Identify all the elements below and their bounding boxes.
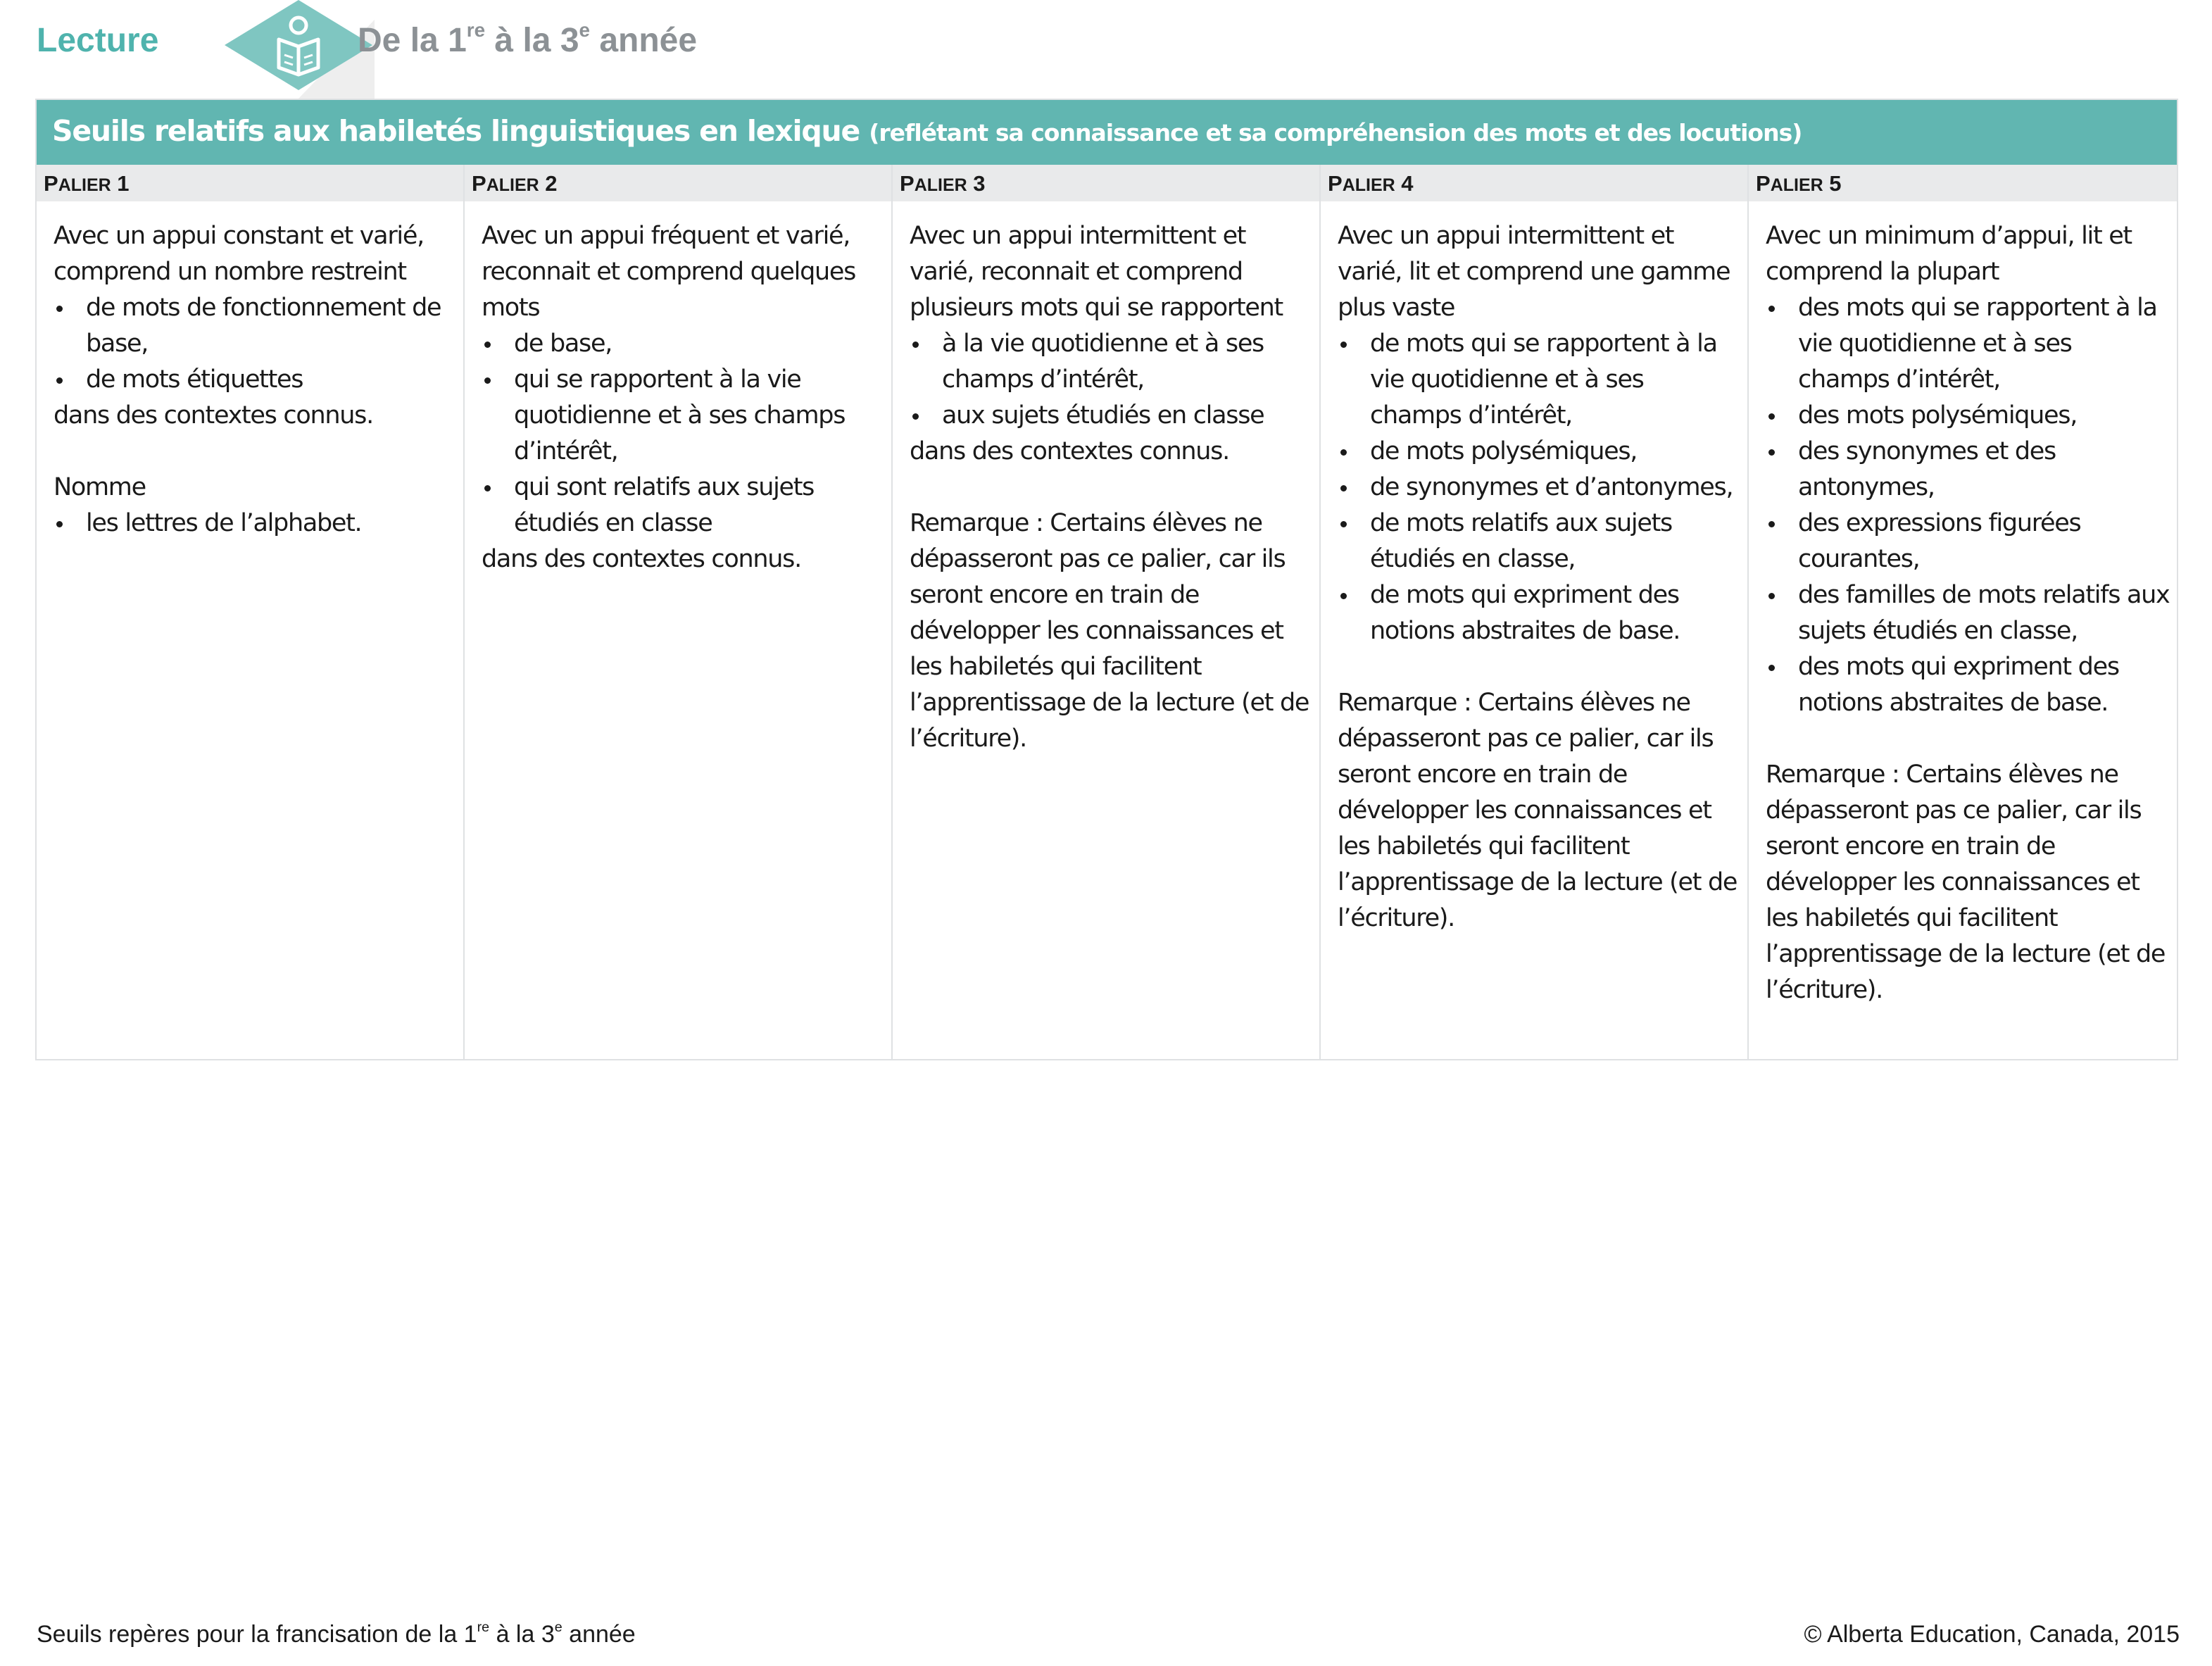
level-column: [1321, 165, 1749, 1059]
level-heading: PALIER 4: [1321, 165, 1747, 201]
paragraph: dans des contextes connus.: [910, 437, 1229, 465]
list-item: des expressions figurées courantes,: [1766, 506, 2170, 577]
level-column: [893, 165, 1321, 1059]
spacer: [910, 470, 1312, 506]
subject-label: Lecture: [37, 22, 159, 59]
level-description: [1749, 201, 2177, 1059]
table-title: Seuils relatifs aux habiletés linguistiques en lexique (reflétant sa connaissance et sa compréhension des mots et des locutions): [37, 100, 2177, 165]
footer-title: Seuils repères pour la francisation de la 1re à la 3e année: [37, 1620, 636, 1648]
level-column: [37, 165, 465, 1059]
level-heading: PALIER 5: [1749, 165, 2177, 201]
list-item: de mots qui expriment des notions abstraites de base.: [1338, 577, 1740, 649]
spacer: [1338, 649, 1740, 685]
list-item: de base,: [482, 326, 884, 362]
bullet-list: [482, 326, 884, 541]
list-item: de mots relatifs aux sujets étudiés en classe,: [1338, 506, 1740, 577]
level-description: [37, 201, 463, 1059]
list-item: des mots polysémiques,: [1766, 398, 2170, 434]
bullet-list: [54, 290, 456, 398]
list-item: des familles de mots relatifs aux sujets étudiés en classe,: [1766, 577, 2170, 649]
level-heading: PALIER 3: [893, 165, 1319, 201]
list-item: de mots de fonctionnement de base,: [54, 290, 456, 362]
book-reader-icon: [186, 0, 376, 99]
grade-range: De la 1re à la 3e année: [358, 19, 698, 59]
level-heading: PALIER 1: [37, 165, 463, 201]
level-description: [893, 201, 1319, 1059]
level-column: [465, 165, 893, 1059]
paragraph: dans des contextes connus.: [482, 545, 801, 573]
paragraph: dans des contextes connus.: [54, 401, 373, 430]
bullet-list: [1766, 290, 2170, 721]
list-item: qui se rapportent à la vie quotidienne et à ses champs d’intérêt,: [482, 362, 884, 470]
list-item: de synonymes et d’antonymes,: [1338, 470, 1740, 506]
list-item: des mots qui se rapportent à la vie quotidienne et à ses champs d’intérêt,: [1766, 290, 2170, 398]
paragraph: Avec un appui constant et varié, comprend un nombre restreint: [54, 222, 424, 286]
copyright: © Alberta Education, Canada, 2015: [1804, 1621, 2180, 1648]
list-item: à la vie quotidienne et à ses champs d’intérêt,: [910, 326, 1312, 398]
list-item: qui sont relatifs aux sujets étudiés en classe: [482, 470, 884, 541]
level-columns: [37, 165, 2177, 1059]
spacer: [54, 434, 456, 470]
list-item: des mots qui expriment des notions abstraites de base.: [1766, 649, 2170, 721]
paragraph: Remarque : Certains élèves ne dépasseront pas ce palier, car ils seront encore en train de développer les connaissances et les habiletés qui facilitent l’apprentissage de la lecture (et de l’écriture).: [910, 509, 1309, 753]
paragraph: Avec un appui intermittent et varié, reconnait et comprend plusieurs mots qui se rapportent: [910, 222, 1283, 322]
bullet-list: [1338, 326, 1740, 649]
page-header: [37, 0, 2177, 92]
table-subtitle: (reflétant sa connaissance et sa compréhension des mots et des locutions): [869, 119, 1802, 146]
list-item: de mots étiquettes: [54, 362, 456, 398]
paragraph: Remarque : Certains élèves ne dépasseront pas ce palier, car ils seront encore en train de développer les connaissances et les habiletés qui facilitent l’apprentissage de la lecture (et de l’écriture).: [1338, 689, 1737, 932]
paragraph: Avec un appui intermittent et varié, lit et comprend une gamme plus vaste: [1338, 222, 1730, 322]
list-item: les lettres de l’alphabet.: [54, 506, 456, 541]
level-description: [1321, 201, 1747, 1059]
level-column: [1749, 165, 2177, 1059]
spacer: [1766, 721, 2170, 757]
level-description: [465, 201, 891, 1059]
list-item: des synonymes et des antonymes,: [1766, 434, 2170, 506]
thresholds-table: [35, 99, 2178, 1060]
list-item: aux sujets étudiés en classe: [910, 398, 1312, 434]
paragraph: Avec un appui fréquent et varié, reconnait et comprend quelques mots: [482, 222, 856, 322]
paragraph: Avec un minimum d’appui, lit et comprend la plupart: [1766, 222, 2132, 286]
level-heading: PALIER 2: [465, 165, 891, 201]
list-item: de mots polysémiques,: [1338, 434, 1740, 470]
paragraph: Nomme: [54, 473, 146, 501]
bullet-list: [910, 326, 1312, 434]
list-item: de mots qui se rapportent à la vie quotidienne et à ses champs d’intérêt,: [1338, 326, 1740, 434]
paragraph: Remarque : Certains élèves ne dépasseront pas ce palier, car ils seront encore en train de développer les connaissances et les habiletés qui facilitent l’apprentissage de la lecture (et de l’écriture).: [1766, 760, 2166, 1004]
bullet-list: [54, 506, 456, 541]
